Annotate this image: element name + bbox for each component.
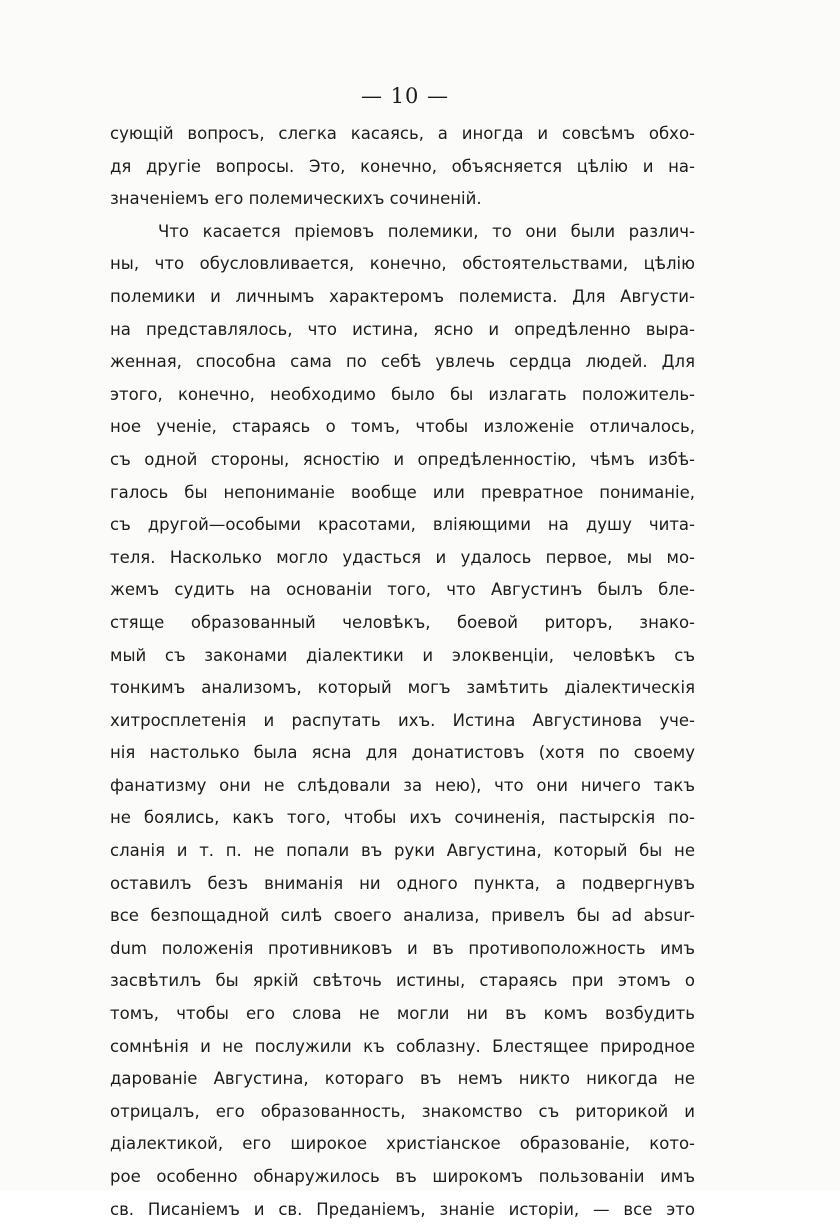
text-line: тонкимъ анализомъ, который могъ замѣтить діалектическія [110, 678, 695, 698]
text-line: фанатизму они не слѣдовали за нею), что они ничего такъ [110, 775, 695, 795]
text-line: ное ученіе, стараясь о томъ, чтобы изложеніе отличалось, [110, 417, 695, 437]
text-line: св. Писаніемъ и св. Преданіемъ, знаніе исторіи, — все это [110, 1199, 695, 1219]
text-line: ны, что обусловливается, конечно, обстоятельствами, цѣлію [110, 254, 695, 274]
text-line: не боялись, какъ того, чтобы ихъ сочиненія, пастырскія по- [110, 808, 695, 828]
text-line: томъ, чтобы его слова не могли ни въ комъ возбудить [110, 1004, 695, 1024]
text-line: стяще образованный человѣкъ, боевой риторъ, знако- [110, 612, 695, 632]
text-line: рое особенно обнаружилось въ широкомъ пользованіи имъ [110, 1167, 695, 1186]
page-body [110, 118, 695, 1226]
text-line: значеніемъ его полемическихъ сочиненій. [110, 189, 482, 209]
text-line: полемики и личнымъ характеромъ полемиста. Для Августи- [110, 286, 695, 306]
text-line: сомнѣнія и не послужили къ соблазну. Блестящее природное [110, 1036, 695, 1056]
text-line: отрицалъ, его образованность, знакомство съ риторикой и [110, 1101, 695, 1121]
text-line: съ другой—особыми красотами, вліяющими на душу чита- [110, 515, 695, 535]
text-line: этого, конечно, необходимо было бы излагать положитель- [110, 384, 695, 404]
text-line: оставилъ безъ вниманія ни одного пункта, а подвергнувъ [110, 873, 695, 893]
text-line: нія настолько была ясна для донатистовъ (хотя по своему [110, 743, 695, 763]
text-line: галось бы непониманіе вообще или превратное пониманіе, [110, 482, 695, 502]
text-line: на представлялось, что истина, ясно и опредѣленно выра- [110, 319, 695, 339]
text-line: dum положенія противниковъ и въ противоположность имъ [110, 938, 695, 958]
text-line: дя другіе вопросы. Это, конечно, объясняется цѣлію и на- [110, 156, 695, 176]
text-line: теля. Насколько могло удасться и удалось первое, мы мо- [110, 547, 695, 567]
text-line: засвѣтилъ бы яркій свѣточь истины, стараясь при этомъ о [110, 971, 695, 991]
text-line: сланія и т. п. не попали въ руки Августина, который бы не [110, 841, 695, 861]
text-line: жемъ судить на основаніи того, что Августинъ былъ бле- [110, 580, 695, 600]
page-number: — 10 — [360, 84, 450, 108]
text-line: хитросплетенія и распутать ихъ. Истина Августинова уче- [110, 710, 695, 730]
text-line: все безпощадной силѣ своего анализа, привелъ бы ad absur- [110, 906, 695, 926]
text-line: сующій вопросъ, слегка касаясь, а иногда и совсѣмъ обхо- [110, 124, 695, 143]
text-line: діалектикой, его широкое христіанское образованіе, кото- [110, 1134, 695, 1154]
text-line: мый съ законами діалектики и элоквенціи, человѣкъ съ [110, 645, 695, 665]
text-line: съ одной стороны, ясностію и опредѣленностію, чѣмъ избѣ- [110, 449, 695, 469]
text-line: женная, способна сама по себѣ увлечь сердца людей. Для [110, 352, 695, 372]
paragraph-start-line: Что касается пріемовъ полемики, то они были различ- [158, 221, 695, 241]
text-line: дарованіе Августина, котораго въ немъ никто никогда не [110, 1069, 695, 1089]
